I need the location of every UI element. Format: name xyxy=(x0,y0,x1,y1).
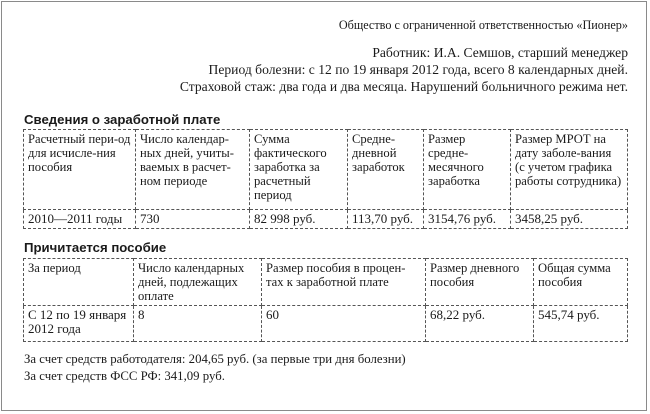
benefit-days-value: 8 xyxy=(134,306,262,342)
table-row xyxy=(24,306,628,342)
fss-payment-line: За счет средств ФСС РФ: 341,09 руб. xyxy=(24,369,225,383)
salary-mrot-value: 3458,25 руб. xyxy=(511,210,628,229)
benefit-daily-value: 68,22 руб. xyxy=(426,306,534,342)
salary-daily-value: 113,70 руб. xyxy=(348,210,424,229)
salary-col-monthly-earnings: Размер средне-месячного заработка xyxy=(424,130,511,210)
employee-info xyxy=(180,44,628,95)
benefit-total-value: 545,74 руб. xyxy=(534,306,628,342)
benefit-table-header-row xyxy=(24,259,628,306)
salary-monthly-value: 3154,76 руб. xyxy=(424,210,511,229)
salary-col-period: Расчетный пери-од для исчисле-ния пособия xyxy=(24,130,136,210)
salary-col-days: Число календар-ных дней, учиты-ваемых в расчет-ном периоде xyxy=(136,130,250,210)
salary-col-actual-earnings: Сумма фактического заработка за расчетный период xyxy=(250,130,348,210)
payment-totals xyxy=(24,351,406,385)
benefit-table xyxy=(23,258,628,342)
salary-col-mrot: Размер МРОТ на дату заболе-вания (с учетом графика работы сотрудника) xyxy=(511,130,628,210)
insurance-experience-line: Страховой стаж: два года и два месяца. Нарушений больничного режима нет. xyxy=(179,79,628,94)
benefit-section-title: Причитается пособие xyxy=(24,240,167,255)
employee-line: Работник: И.А. Семшов, старший менеджер xyxy=(372,45,628,60)
salary-table xyxy=(23,129,628,229)
sick-period-line: Период болезни: с 12 по 19 января 2012 года, всего 8 календарных дней. xyxy=(208,62,628,77)
salary-days-value: 730 xyxy=(136,210,250,229)
benefit-col-period: За период xyxy=(24,259,134,306)
benefit-col-daily-benefit: Размер дневного пособия xyxy=(426,259,534,306)
table-row xyxy=(24,210,628,229)
salary-col-daily-earnings: Средне-дневной заработок xyxy=(348,130,424,210)
benefit-col-percent: Размер пособия в процен-тах к заработной плате xyxy=(262,259,426,306)
benefit-col-days: Число календарных дней, подлежащих оплате xyxy=(134,259,262,306)
benefit-percent-value: 60 xyxy=(262,306,426,342)
organization-name: Общество с ограниченной ответственностью «Пионер» xyxy=(338,18,628,32)
benefit-col-total: Общая сумма пособия xyxy=(534,259,628,306)
salary-period-value: 2010—2011 годы xyxy=(24,210,136,229)
salary-actual-value: 82 998 руб. xyxy=(250,210,348,229)
benefit-period-value: С 12 по 19 января 2012 года xyxy=(24,306,134,342)
employer-payment-line: За счет средств работодателя: 204,65 руб. (за первые три дня болезни) xyxy=(24,352,406,366)
salary-section-title: Сведения о заработной плате xyxy=(24,112,221,127)
salary-table-header-row xyxy=(24,130,628,210)
